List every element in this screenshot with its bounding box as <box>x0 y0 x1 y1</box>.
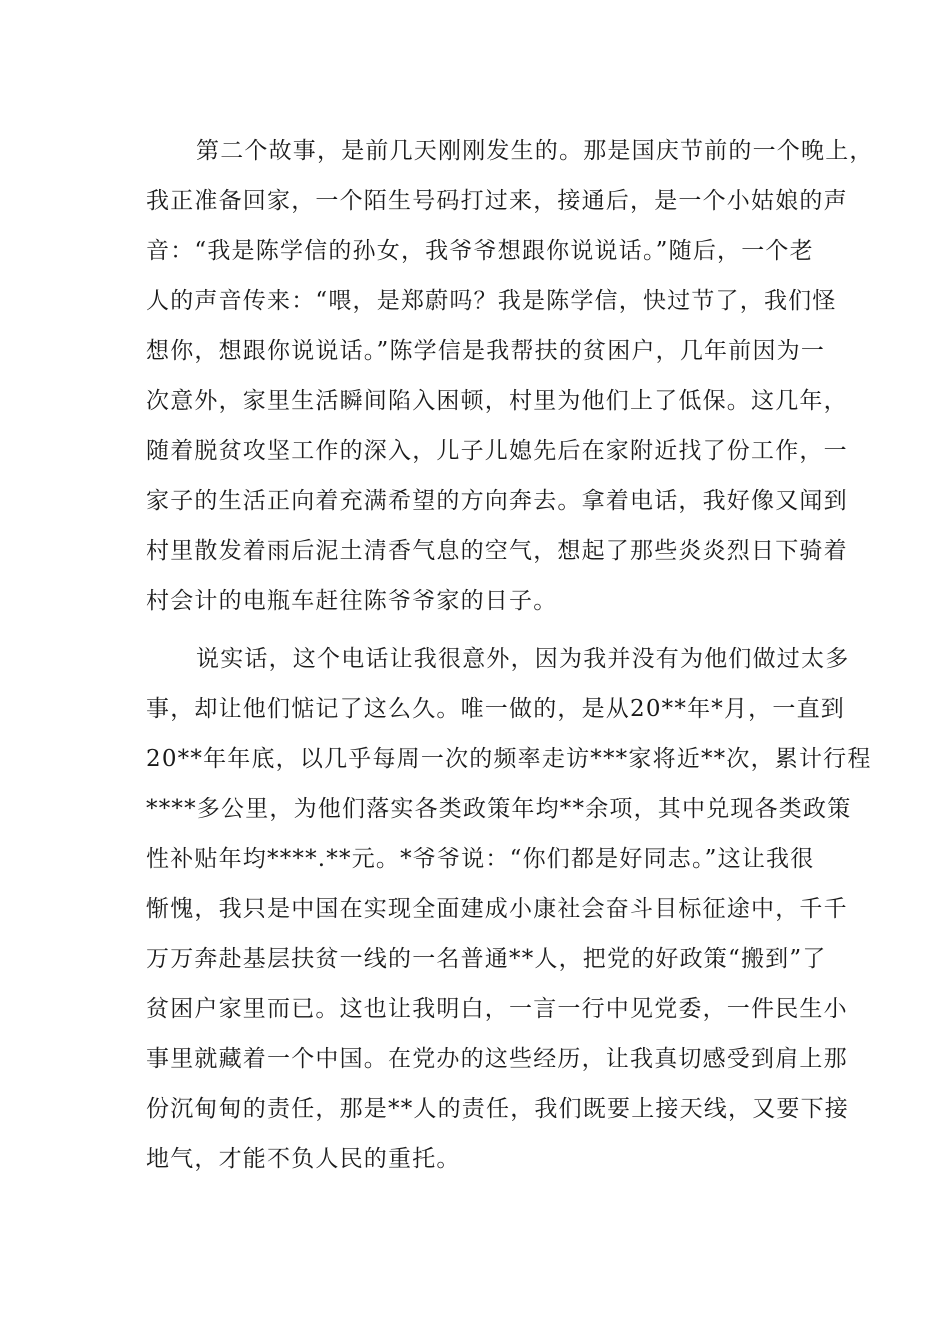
paragraph-2-line-10: 份沉甸甸的责任，那是**人的责任，我们既要上接天线，又要下接 <box>146 1096 849 1122</box>
paragraph-1-line-6: 次意外，家里生活瞬间陷入困顿，村里为他们上了低保。这几年， <box>146 388 848 414</box>
paragraph-2-line-11: 地气，才能不负人民的重托。 <box>146 1146 461 1172</box>
paragraph-1-line-9: 村里散发着雨后泥土清香气息的空气，想起了那些炎炎烈日下骑着 <box>146 538 848 564</box>
paragraph-1-line-2: 我正准备回家，一个陌生号码打过来，接通后，是一个小姑娘的声 <box>146 188 848 214</box>
paragraph-1-line-3: 音：“我是陈学信的孙女，我爷爷想跟你说说话。”随后，一个老 <box>146 238 814 264</box>
paragraph-1-line-10: 村会计的电瓶车赶往陈爷爷家的日子。 <box>146 588 558 614</box>
paragraph-2-line-6: 惭愧，我只是中国在实现全面建成小康社会奋斗目标征途中，千千 <box>146 896 848 922</box>
paragraph-2-line-2: 事，却让他们惦记了这么久。唯一做的，是从20**年*月，一直到 <box>146 696 845 722</box>
paragraph-2-line-9: 事里就藏着一个中国。在党办的这些经历，让我真切感受到肩上那 <box>146 1046 848 1072</box>
paragraph-1-line-5: 想你，想跟你说说话。”陈学信是我帮扶的贫困户，几年前因为一 <box>146 338 826 364</box>
paragraph-2-line-5: 性补贴年均****.**元。*爷爷说：“你们都是好同志。”这让我很 <box>146 846 815 872</box>
paragraph-1-line-4: 人的声音传来：“喂，是郑蔚吗？我是陈学信，快过节了，我们怪 <box>146 288 837 314</box>
paragraph-1-line-1: 第二个故事，是前几天刚刚发生的。那是国庆节前的一个晚上， <box>196 138 874 164</box>
paragraph-2-line-4: ****多公里，为他们落实各类政策年均**余项，其中兑现各类政策 <box>146 796 852 822</box>
paragraph-2-line-7: 万万奔赴基层扶贫一线的一名普通**人，把党的好政策“搬到”了 <box>146 946 827 972</box>
paragraph-2-line-3: 20**年年底，以几乎每周一次的频率走访***家将近**次，累计行程 <box>146 746 872 772</box>
paragraph-2-line-8: 贫困户家里而已。这也让我明白，一言一行中见党委，一件民生小 <box>146 996 848 1022</box>
paragraph-1-line-8: 家子的生活正向着充满希望的方向奔去。拿着电话，我好像又闻到 <box>146 488 848 514</box>
paragraph-1-line-7: 随着脱贫攻坚工作的深入，儿子儿媳先后在家附近找了份工作，一 <box>146 438 848 464</box>
paragraph-2-line-1: 说实话，这个电话让我很意外，因为我并没有为他们做过太多 <box>196 646 850 672</box>
